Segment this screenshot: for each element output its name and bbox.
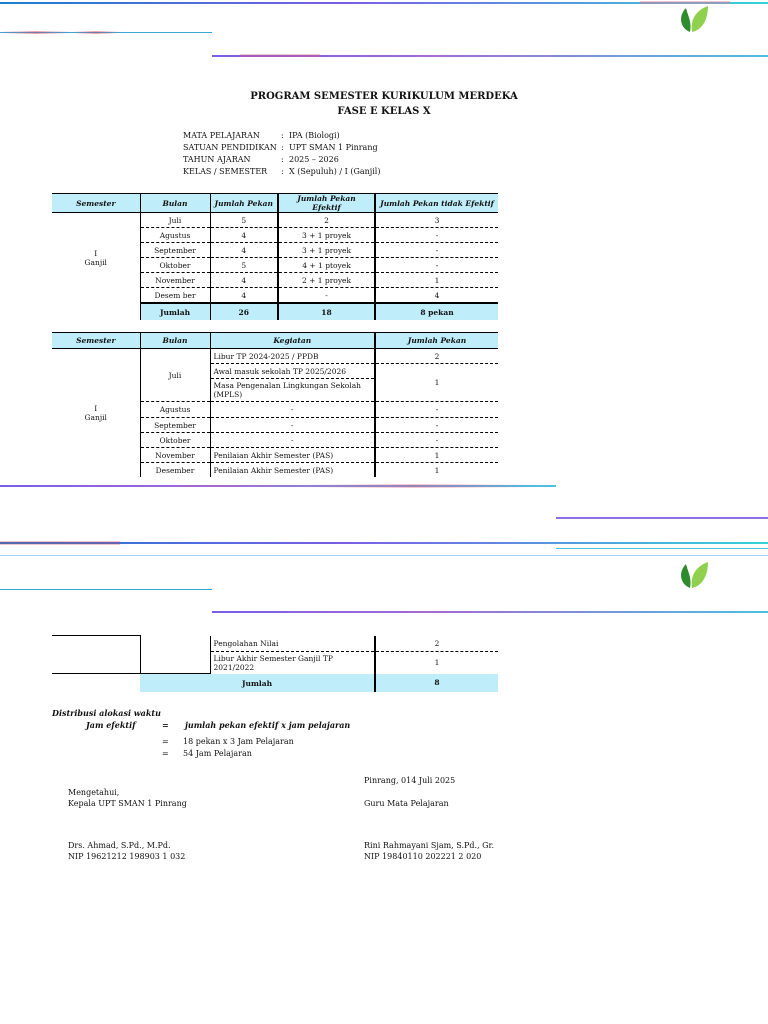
col-header-pekan-efektif: Jumlah Pekan Efektif xyxy=(278,194,375,213)
total-row: Jumlah 26 18 8 pekan xyxy=(52,303,498,320)
table-row: September 4 3 + 1 proyek - xyxy=(52,243,498,258)
header-stripe xyxy=(0,555,768,556)
sign-left-line1: Mengetahui, xyxy=(68,788,120,797)
table-row: Pengolahan Nilai 2 xyxy=(52,636,498,652)
distribusi-eq: = xyxy=(162,737,169,746)
page-subtitle: FASE E KELAS X xyxy=(337,106,431,117)
info-row: TAHUN AJARAN : 2025 – 2026 xyxy=(183,155,339,164)
table-row: Desem ber 4 - 4 xyxy=(52,288,498,304)
distribusi-eq: = xyxy=(162,720,169,730)
col-header-jumlah-pekan: Jumlah Pekan xyxy=(375,333,498,349)
header-stripe xyxy=(556,548,768,549)
semester-cell: I Ganjil xyxy=(52,349,140,478)
info-row: KELAS / SEMESTER : X (Sepuluh) / I (Ganjil) xyxy=(183,167,381,176)
table-row: Masa Pengenalan Lingkungan Sekolah (MPLS) xyxy=(52,379,498,402)
semester-cell: I Ganjil xyxy=(52,213,140,304)
kegiatan-table xyxy=(52,332,498,477)
table-row: Agustus 4 3 + 1 proyek - xyxy=(52,228,498,243)
distribusi-label: Jam efektif xyxy=(86,720,136,730)
kegiatan-table-continued xyxy=(52,635,498,692)
info-block xyxy=(183,130,380,178)
total-row: Jumlah 8 xyxy=(52,674,498,693)
table-row: Oktober - - xyxy=(52,433,498,448)
table-row: November Penilaian Akhir Semester (PAS) 1 xyxy=(52,448,498,463)
col-header-bulan: Bulan xyxy=(140,194,210,213)
table-row: Libur Akhir Semester Ganjil TP 2021/2022 1 xyxy=(52,651,498,674)
table-row: Desember Penilaian Akhir Semester (PAS) 1 xyxy=(52,463,498,478)
table-row: Awal masuk sekolah TP 2025/2026 1 xyxy=(52,364,498,379)
page-title: PROGRAM SEMESTER KURIKULUM MERDEKA xyxy=(250,91,518,102)
distribusi-line3: 54 Jam Pelajaran xyxy=(183,749,252,758)
header-stripe-accent xyxy=(0,541,120,545)
sign-right-nip: NIP 19840110 202221 2 020 xyxy=(364,852,482,861)
leaf-logo-icon xyxy=(676,0,710,34)
distribusi-heading: Distribusi alokasi waktu xyxy=(52,708,161,718)
pekan-efektif-table xyxy=(52,193,498,320)
sign-left-line2: Kepala UPT SMAN 1 Pinrang xyxy=(68,799,187,808)
info-row: MATA PELAJARAN : IPA (Biologi) xyxy=(183,131,340,140)
table-row: September - - xyxy=(52,418,498,433)
col-header-bulan: Bulan xyxy=(140,333,210,349)
table-row: I Ganjil Juli 5 2 3 xyxy=(52,213,498,228)
col-header-semester: Semester xyxy=(52,194,140,213)
table-row: Oktober 5 4 + 1 ptoyek - xyxy=(52,258,498,273)
page-break-stripe-accent xyxy=(300,484,530,488)
distribusi-line2: 18 pekan x 3 Jam Pelajaran xyxy=(183,737,294,746)
table-row: I Ganjil Juli Libur TP 2024-2025 / PPDB 2 xyxy=(52,349,498,364)
distribusi-eq: = xyxy=(162,749,169,758)
col-header-pekan-tidak-efektif: Jumlah Pekan tidak Efektif xyxy=(375,194,498,213)
header-stripe xyxy=(212,611,768,613)
header-stripe-accent xyxy=(0,31,120,34)
page-break-stripe xyxy=(556,517,768,519)
sign-right-name: Rini Rahmayani Sjam, S.Pd., Gr. xyxy=(364,841,495,850)
col-header-semester: Semester xyxy=(52,333,140,349)
header-stripe xyxy=(0,589,212,590)
col-header-jumlah-pekan: Jumlah Pekan xyxy=(210,194,278,213)
sign-left-nip: NIP 19621212 198903 1 032 xyxy=(68,852,186,861)
distribusi-formula: jumlah pekan efektif x jam pelajaran xyxy=(185,720,351,730)
info-row: SATUAN PENDIDIKAN : UPT SMAN 1 Pinrang xyxy=(183,143,378,152)
sign-left-name: Drs. Ahmad, S.Pd., M.Pd. xyxy=(68,841,171,850)
header-stripe-accent xyxy=(240,54,320,57)
col-header-kegiatan: Kegiatan xyxy=(210,333,375,349)
place-date: Pinrang, 014 Juli 2025 xyxy=(364,776,456,785)
table-row: Agustus - - xyxy=(52,402,498,418)
leaf-logo-icon xyxy=(676,556,710,590)
sign-right-role: Guru Mata Pelajaran xyxy=(364,799,449,808)
table-row: November 4 2 + 1 proyek 1 xyxy=(52,273,498,288)
